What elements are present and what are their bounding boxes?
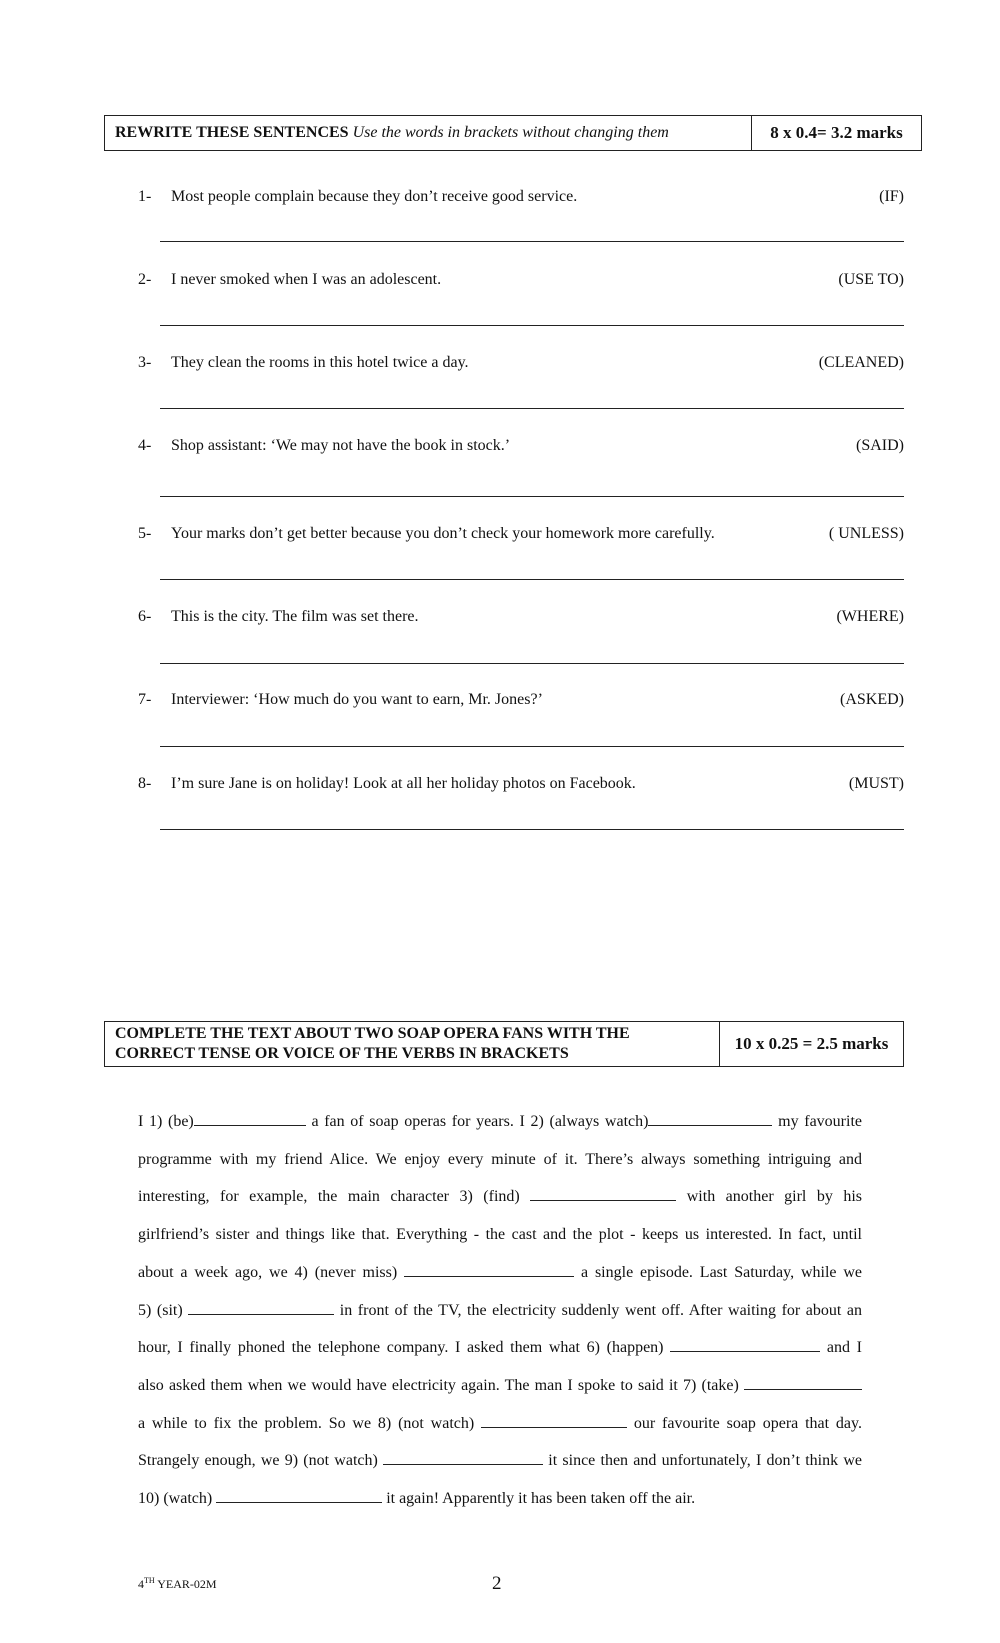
passage-text: a fan of soap operas for years. I 2) (always watch) bbox=[311, 1113, 649, 1130]
footer-suffix: YEAR-02M bbox=[154, 1577, 217, 1591]
question-number: 7- bbox=[138, 691, 152, 708]
passage-line bbox=[138, 1254, 862, 1292]
question-item bbox=[138, 437, 904, 459]
question-keyword: (USE TO) bbox=[838, 271, 904, 288]
blank-7[interactable] bbox=[744, 1375, 862, 1390]
answer-line[interactable] bbox=[160, 408, 904, 409]
question-text: Shop assistant: ‘We may not have the book in stock.’ bbox=[171, 437, 511, 454]
question-text: I never smoked when I was an adolescent. bbox=[171, 271, 442, 288]
passage-line bbox=[138, 1367, 862, 1405]
passage-text: it again! Apparently it has been taken off the air. bbox=[386, 1490, 696, 1508]
question-keyword: (ASKED) bbox=[840, 691, 904, 708]
answer-line[interactable] bbox=[160, 496, 904, 497]
passage-line bbox=[138, 1292, 862, 1330]
question-text: I’m sure Jane is on holiday! Look at all her holiday photos on Facebook. bbox=[171, 775, 636, 792]
question-keyword: (SAID) bbox=[856, 437, 904, 454]
blank-9[interactable] bbox=[383, 1450, 543, 1465]
question-number: 4- bbox=[138, 437, 152, 454]
passage-line bbox=[138, 1329, 862, 1367]
question-number: 8- bbox=[138, 775, 152, 792]
passage-text: a while to fix the problem. So we 8) (not watch) bbox=[138, 1414, 475, 1432]
answer-line[interactable] bbox=[160, 663, 904, 664]
passage-text: our favourite soap opera that day. bbox=[633, 1414, 862, 1432]
passage-line bbox=[138, 1103, 862, 1141]
answer-line[interactable] bbox=[160, 241, 904, 242]
footer-label bbox=[138, 1576, 217, 1592]
question-text: Most people complain because they don’t receive good service. bbox=[171, 188, 578, 205]
blank-10[interactable] bbox=[216, 1488, 382, 1503]
section1-subheading: Use the words in brackets without changing them bbox=[352, 124, 669, 141]
passage-text: about a week ago, we 4) (never miss) bbox=[138, 1263, 398, 1281]
section2-marks: 10 x 0.25 = 2.5 marks bbox=[719, 1022, 903, 1066]
blank-8[interactable] bbox=[481, 1413, 627, 1428]
cloze-passage bbox=[138, 1103, 862, 1518]
passage-text: with another girl by his bbox=[686, 1188, 863, 1206]
footer-superscript: TH bbox=[144, 1576, 155, 1585]
answer-line[interactable] bbox=[160, 579, 904, 580]
passage-text: hour, I finally phoned the telephone company. I asked them what 6) (happen) bbox=[138, 1339, 664, 1357]
blank-6[interactable] bbox=[670, 1337, 820, 1352]
passage-text: a single episode. Last Saturday, while we bbox=[580, 1263, 863, 1281]
question-number: 3- bbox=[138, 354, 152, 371]
passage-line: programme with my friend Alice. We enjoy every minute of it. There’s always something intriguing and bbox=[138, 1150, 862, 1168]
passage-text: Strangely enough, we 9) (not watch) bbox=[138, 1452, 378, 1470]
page-number: 2 bbox=[492, 1573, 502, 1594]
question-text: Interviewer: ‘How much do you want to earn, Mr. Jones?’ bbox=[171, 691, 543, 708]
passage-text: interesting, for example, the main character 3) (find) bbox=[138, 1188, 520, 1206]
question-item bbox=[138, 691, 904, 713]
section1-heading: REWRITE THESE SENTENCES bbox=[115, 124, 349, 141]
question-item bbox=[138, 188, 904, 210]
question-text: They clean the rooms in this hotel twice a day. bbox=[171, 354, 469, 371]
question-keyword: ( UNLESS) bbox=[828, 525, 904, 542]
question-item bbox=[138, 271, 904, 293]
passage-text: 5) (sit) bbox=[138, 1301, 183, 1319]
section2-instructions bbox=[105, 1022, 719, 1066]
section2-heading-line1: COMPLETE THE TEXT ABOUT TWO SOAP OPERA FANS WITH THE bbox=[115, 1025, 630, 1042]
passage-text: it since then and unfortunately, I don’t think we bbox=[548, 1452, 863, 1470]
passage-line bbox=[138, 1442, 862, 1480]
section1-instructions bbox=[105, 116, 751, 150]
question-number: 1- bbox=[138, 188, 152, 205]
question-text: Your marks don’t get better because you don’t check your homework more carefully. bbox=[171, 525, 715, 542]
section1-header bbox=[104, 115, 922, 151]
question-item bbox=[138, 775, 904, 797]
answer-line[interactable] bbox=[160, 746, 904, 747]
question-keyword: (WHERE) bbox=[836, 608, 904, 625]
question-item bbox=[138, 525, 904, 547]
question-text: This is the city. The film was set there. bbox=[171, 608, 419, 625]
passage-text: in front of the TV, the electricity suddenly went off. After waiting for about an bbox=[339, 1301, 862, 1319]
section2-heading-line2: CORRECT TENSE OR VOICE OF THE VERBS IN BRACKETS bbox=[115, 1045, 569, 1062]
question-keyword: (IF) bbox=[879, 188, 904, 205]
passage-text: also asked them when we would have electricity again. The man I spoke to said it 7) (take) bbox=[138, 1376, 739, 1394]
passage-line bbox=[138, 1405, 862, 1443]
passage-line bbox=[138, 1480, 862, 1518]
blank-5[interactable] bbox=[188, 1300, 334, 1315]
passage-text: I 1) (be) bbox=[138, 1113, 194, 1130]
blank-3[interactable] bbox=[530, 1186, 676, 1201]
blank-1[interactable] bbox=[194, 1111, 306, 1126]
blank-4[interactable] bbox=[404, 1262, 574, 1277]
passage-line: girlfriend’s sister and things like that. Everything - the cast and the plot - keeps us interested. In fact, until bbox=[138, 1226, 862, 1244]
passage-text: and I bbox=[826, 1339, 862, 1357]
passage-text: 10) (watch) bbox=[138, 1490, 213, 1508]
answer-line[interactable] bbox=[160, 829, 904, 830]
question-number: 2- bbox=[138, 271, 152, 288]
question-keyword: (MUST) bbox=[848, 775, 904, 792]
question-number: 6- bbox=[138, 608, 152, 625]
blank-2[interactable] bbox=[648, 1111, 772, 1126]
question-item bbox=[138, 354, 904, 376]
footer-prefix: 4 bbox=[138, 1577, 144, 1591]
answer-line[interactable] bbox=[160, 325, 904, 326]
question-item bbox=[138, 608, 904, 630]
question-number: 5- bbox=[138, 525, 152, 542]
passage-text: my favourite bbox=[778, 1113, 862, 1130]
section1-marks: 8 x 0.4= 3.2 marks bbox=[751, 116, 921, 150]
section2-header bbox=[104, 1021, 904, 1067]
passage-line bbox=[138, 1178, 862, 1216]
question-keyword: (CLEANED) bbox=[818, 354, 904, 371]
